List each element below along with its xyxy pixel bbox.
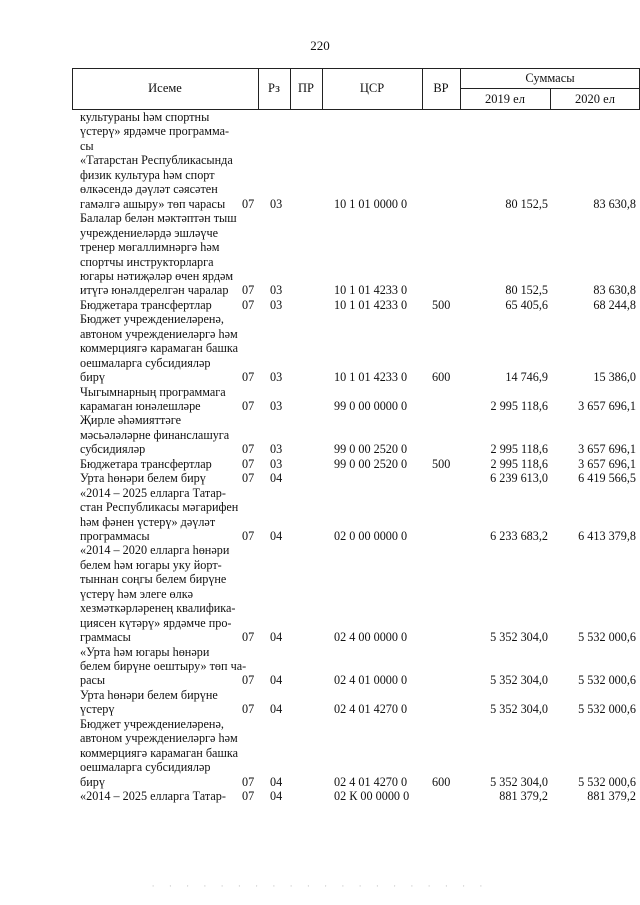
row-csr: 10 1 01 0000 0 [334, 196, 408, 211]
row-v2020: 5 532 000,6 [578, 702, 636, 717]
table-body [0, 110, 640, 803]
row-rz: 07 [242, 398, 255, 413]
table-row [0, 110, 640, 153]
row-vr: 500 [432, 297, 451, 312]
row-name-line: спортчы инструкторларга [80, 254, 214, 269]
row-name-line: хезмәткәрләренең квалифика- [80, 601, 236, 616]
row-rz: 07 [242, 471, 255, 486]
row-name [80, 717, 252, 789]
row-name [80, 211, 252, 298]
row-v2019: 80 152,5 [505, 283, 548, 298]
row-name-line: программасы [80, 528, 150, 543]
row-name-line: тренер мөгаллимнәргә һәм [80, 240, 220, 255]
row-v2020: 83 630,8 [593, 196, 636, 211]
row-name-line: оешмаларга субсидияләр [80, 760, 211, 775]
row-name [80, 688, 252, 717]
row-name [80, 471, 252, 485]
row-v2019: 5 352 304,0 [490, 774, 548, 789]
row-name [80, 413, 252, 456]
row-name-line: автоном учреждениеләргә һәм [80, 731, 238, 746]
row-csr: 10 1 01 4233 0 [334, 297, 408, 312]
table-row [0, 543, 640, 644]
row-name-line: үстерү һәм элеге өлкә [80, 586, 194, 601]
row-name [80, 110, 252, 153]
table-row [0, 457, 640, 471]
row-rz: 07 [242, 196, 255, 211]
row-pr: 03 [270, 196, 283, 211]
row-name-line: субсидияләр [80, 442, 146, 457]
row-pr: 03 [270, 442, 283, 457]
row-name-line: «2014 – 2025 елларга Татар- [80, 485, 226, 500]
table-row [0, 211, 640, 298]
row-name-line: автоном учреждениеләргә һәм [80, 326, 238, 341]
row-name-line: «Татарстан Республикасында [80, 153, 233, 168]
row-name-line: Балалар белән мәктәптән тыш [80, 211, 237, 226]
row-name-line: «2014 – 2025 елларга Татар- [80, 789, 226, 804]
row-rz: 07 [242, 774, 255, 789]
row-v2019: 6 239 613,0 [490, 471, 548, 486]
row-name-line: Урта һөнәри белем бирүне [80, 687, 218, 702]
row-rz: 07 [242, 630, 255, 645]
row-name-line: расы [80, 673, 106, 688]
row-name-line: үстерү [80, 702, 115, 717]
row-name-line: мәсьәләләрне финанслашуга [80, 427, 230, 442]
row-vr: 600 [432, 774, 451, 789]
row-name-line: белем бирүне оештыру» төп ча- [80, 659, 247, 674]
row-rz: 07 [242, 297, 255, 312]
row-name [80, 486, 252, 544]
row-v2019: 881 379,2 [499, 789, 548, 804]
row-v2019: 14 746,9 [505, 370, 548, 385]
row-v2019: 6 233 683,2 [490, 528, 548, 543]
header-rz: Рз [268, 81, 280, 95]
header-name: Исеме [148, 81, 182, 95]
table-row [0, 789, 640, 803]
row-v2020: 881 379,2 [587, 789, 636, 804]
row-rz: 07 [242, 442, 255, 457]
row-csr: 99 0 00 2520 0 [334, 442, 408, 457]
table-row [0, 471, 640, 485]
row-rz: 07 [242, 702, 255, 717]
row-name-line: коммерциягә карамаган башка [80, 341, 239, 356]
row-v2020: 5 532 000,6 [578, 630, 636, 645]
row-rz: 07 [242, 673, 255, 688]
row-pr: 03 [270, 297, 283, 312]
table-row [0, 385, 640, 414]
row-name-line: Чыгымнарның программага [80, 384, 226, 399]
row-pr: 04 [270, 528, 283, 543]
row-pr: 04 [270, 471, 283, 486]
row-pr: 03 [270, 398, 283, 413]
row-name-line: Бюджетара трансфертлар [80, 456, 212, 471]
row-name [80, 312, 252, 384]
row-pr: 04 [270, 789, 283, 804]
page-number: 220 [310, 38, 330, 53]
row-v2020: 15 386,0 [593, 370, 636, 385]
row-name [80, 543, 252, 644]
row-v2019: 5 352 304,0 [490, 673, 548, 688]
row-name-line: циясен күтәрү» ярдәмче про- [80, 615, 232, 630]
row-v2020: 5 532 000,6 [578, 673, 636, 688]
row-v2019: 5 352 304,0 [490, 702, 548, 717]
row-pr: 04 [270, 702, 283, 717]
row-rz: 07 [242, 456, 255, 471]
row-csr: 02 4 01 0000 0 [334, 673, 408, 688]
row-name-line: Бюджет учреждениеләренә, [80, 716, 224, 731]
row-pr: 03 [270, 456, 283, 471]
row-csr: 02 4 01 4270 0 [334, 774, 408, 789]
row-rz: 07 [242, 789, 255, 804]
row-rz: 07 [242, 528, 255, 543]
row-v2020: 3 657 696,1 [578, 442, 636, 457]
table-row [0, 298, 640, 312]
row-pr: 04 [270, 673, 283, 688]
row-name-line: Бюджет учреждениеләренә, [80, 312, 224, 327]
row-name-line: Җирле әһәмияттәге [80, 413, 181, 428]
row-name [80, 457, 252, 471]
row-csr: 10 1 01 4233 0 [334, 283, 408, 298]
row-name-line: карамаган юнәлешләре [80, 398, 201, 413]
row-pr: 04 [270, 774, 283, 789]
row-name-line: үстерү» ярдәмче программа- [80, 124, 230, 139]
row-v2020: 3 657 696,1 [578, 398, 636, 413]
row-v2019: 2 995 118,6 [490, 398, 548, 413]
row-name-line: гамәлгә ашыру» төп чарасы [80, 196, 226, 211]
row-name-line: учреждениеләрдә эшләүче [80, 225, 219, 240]
row-name-line: стан Республикасы мәгарифен [80, 500, 239, 515]
row-name [80, 645, 252, 688]
row-csr: 99 0 00 0000 0 [334, 398, 408, 413]
row-v2020: 83 630,8 [593, 283, 636, 298]
row-name-line: бирү [80, 370, 105, 385]
row-csr: 10 1 01 4233 0 [334, 370, 408, 385]
row-vr: 500 [432, 456, 451, 471]
row-vr: 600 [432, 370, 451, 385]
row-csr: 02 4 01 4270 0 [334, 702, 408, 717]
row-name-line: Урта һөнәри белем бирү [80, 471, 206, 486]
row-name-line: «2014 – 2020 елларга һөнәри [80, 543, 230, 558]
header-2019: 2019 ел [485, 92, 525, 106]
table-row [0, 486, 640, 544]
row-name [80, 789, 252, 803]
row-name-line: сы [80, 138, 94, 153]
row-pr: 03 [270, 370, 283, 385]
row-name-line: «Урта һәм югары һөнәри [80, 644, 210, 659]
header-csr: ЦСР [359, 81, 385, 95]
row-name-line: югары нәтиҗәләр өчен ярдәм [80, 268, 234, 283]
row-name-line: граммасы [80, 630, 131, 645]
header-sums: Суммасы [525, 71, 575, 85]
row-rz: 07 [242, 370, 255, 385]
row-name [80, 385, 252, 414]
row-name-line: коммерциягә карамаган башка [80, 745, 239, 760]
header-2020: 2020 ел [575, 92, 615, 106]
row-name-line: культураны һәм спортны [80, 110, 210, 124]
row-v2019: 5 352 304,0 [490, 630, 548, 645]
row-v2019: 80 152,5 [505, 196, 548, 211]
table-row [0, 688, 640, 717]
row-csr: 02 К 00 0000 0 [334, 789, 410, 804]
row-pr: 04 [270, 630, 283, 645]
table-header [72, 68, 640, 110]
row-v2019: 65 405,6 [505, 297, 548, 312]
row-name-line: итүгә юнәлдерелгән чаралар [80, 283, 229, 298]
row-v2019: 2 995 118,6 [490, 442, 548, 457]
row-name-line: Бюджетара трансфертлар [80, 297, 212, 312]
table-row [0, 413, 640, 456]
table-row [0, 153, 640, 211]
row-name-line: оешмаларга субсидияләр [80, 355, 211, 370]
table-row [0, 312, 640, 384]
row-name-line: физик культура һәм спорт [80, 167, 215, 182]
row-v2020: 6 413 379,8 [578, 528, 636, 543]
row-csr: 02 0 00 0000 0 [334, 528, 408, 543]
row-v2020: 3 657 696,1 [578, 456, 636, 471]
header-pr: ПР [298, 81, 314, 95]
row-name-line: тыннан соңгы белем бирүне [80, 572, 227, 587]
sums-divider [460, 88, 640, 89]
row-name-line: белем һәм югары уку йорт- [80, 557, 222, 572]
header-top-border [72, 68, 640, 69]
row-name-line: өлкәсендә дәүләт сәясәтен [80, 182, 218, 197]
row-csr: 99 0 00 2520 0 [334, 456, 408, 471]
row-name [80, 298, 252, 312]
row-rz: 07 [242, 283, 255, 298]
row-pr: 03 [270, 283, 283, 298]
row-v2020: 68 244,8 [593, 297, 636, 312]
row-name-line: һәм фәнен үстерү» дәүләт [80, 514, 216, 529]
table-row [0, 717, 640, 789]
row-v2020: 5 532 000,6 [578, 774, 636, 789]
row-v2020: 6 419 566,5 [578, 471, 636, 486]
row-name [80, 153, 252, 211]
row-v2019: 2 995 118,6 [490, 456, 548, 471]
header-vr: ВР [433, 81, 449, 95]
footer-scan-noise: · · · · · · · · · · · · · · · · · · · · [151, 881, 489, 891]
table-row [0, 645, 640, 688]
row-name-line: бирү [80, 774, 105, 789]
row-csr: 02 4 00 0000 0 [334, 630, 408, 645]
